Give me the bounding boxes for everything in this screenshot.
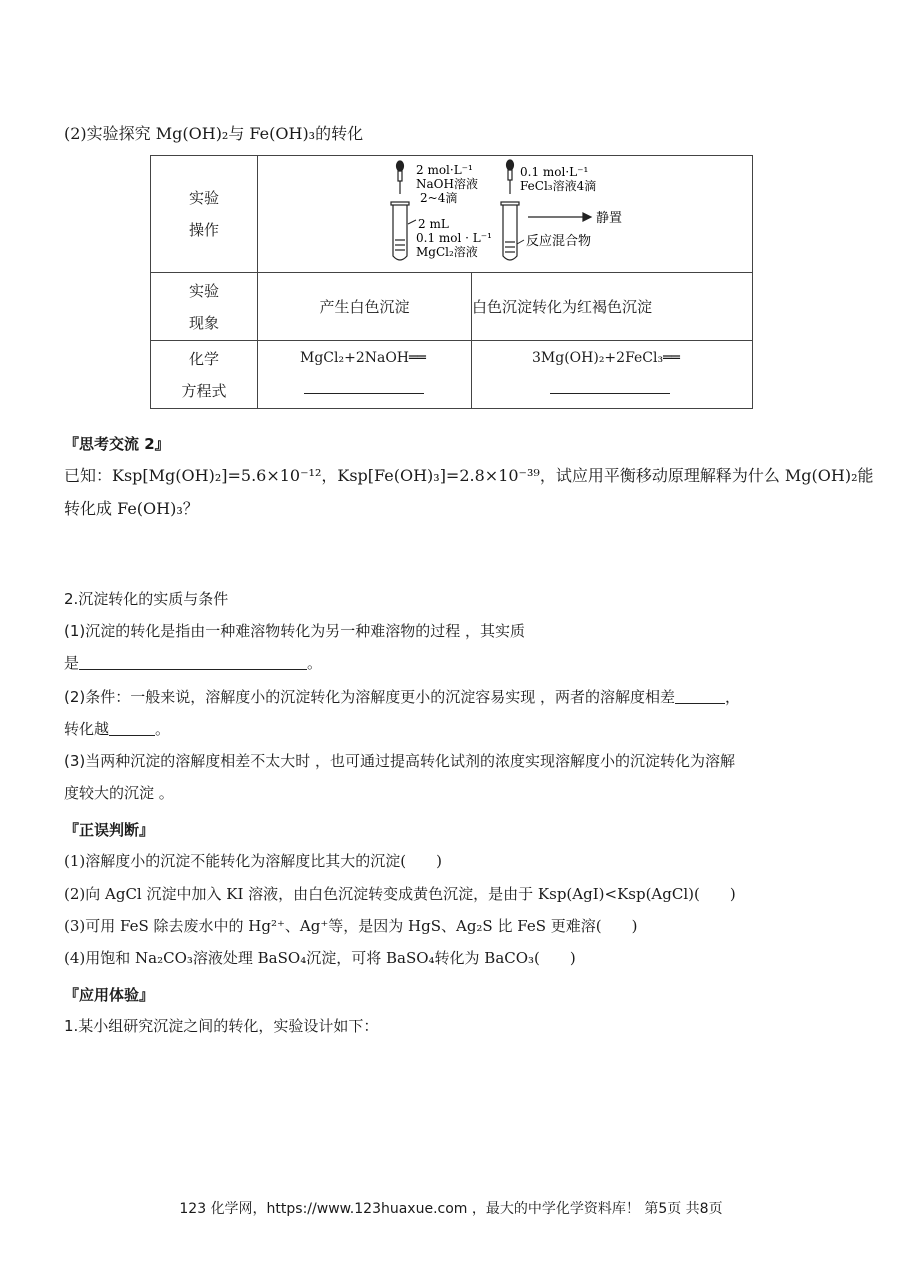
reagent2-concentration: 0.1 mol·L⁻¹ <box>520 165 589 179</box>
table-head-operation: 实验 操作 <box>151 156 258 273</box>
page-footer: 123 化学网，https://www.123huaxue.com ，最大的中学化学资料库！ 第5页 共8页 <box>179 1201 723 1217</box>
judge-item-1: (1)溶解度小的沉淀不能转化为溶解度比其大的沉淀( ) <box>64 852 442 870</box>
dropper-2-icon <box>507 160 514 194</box>
judge-item-3: (3)可用 FeS 除去废水中的 Hg²⁺、Ag⁺等，是因为 HgS、Ag₂S 比 FeS 更难溶( ) <box>64 917 638 935</box>
tube1-solution: MgCl₂溶液 <box>416 245 478 259</box>
essence-blank-3 <box>109 721 155 736</box>
judge-item-4: (4)用饱和 Na₂CO₃溶液处理 BaSO₄沉淀，可将 BaSO₄转化为 BaCO₃( ) <box>64 949 576 967</box>
essence-p3-a: (3)当两种沉淀的溶解度相差不太大时 ，也可通过提高转化试剂的浓度实现溶解度小的沉淀转化为溶解 <box>64 752 736 770</box>
equation-1-blank <box>304 393 424 394</box>
experiment-diagram <box>258 156 752 268</box>
essence-p2-a: (2)条件：一般来说，溶解度小的沉淀转化为溶解度更小的沉淀容易实现 ，两者的溶解度相差 ， <box>64 688 741 706</box>
phenomenon-1: 产生白色沉淀 <box>258 273 472 341</box>
table-head-phenomenon: 实验 现象 <box>151 273 258 341</box>
equation-1-cell <box>258 341 472 409</box>
essence-p1-a: (1)沉淀的转化是指由一种难溶物转化为另一种难溶物的过程 ，其实质 <box>64 622 526 640</box>
tube1-volume: 2 mL <box>418 217 449 231</box>
test-tube-2-icon <box>501 202 519 260</box>
reagent1-drops: 2~4滴 <box>420 191 458 205</box>
essence-p1-b: 是 。 <box>64 654 323 672</box>
dropper-1-icon <box>397 161 404 194</box>
tube1-concentration: 0.1 mol · L⁻¹ <box>416 231 492 245</box>
table-head-equation: 化学 方程式 <box>151 341 258 409</box>
essence-blank-2 <box>675 689 725 704</box>
reagent1-name: NaOH溶液 <box>416 177 478 191</box>
think-heading: 『思考交流 2』 <box>64 435 170 453</box>
judge-heading: 『正误判断』 <box>64 821 155 839</box>
think-line-1: 已知：Ksp[Mg(OH)₂]=5.6×10⁻¹²，Ksp[Fe(OH)₃]=2.8×10⁻³⁹，试应用平衡移动原理解释为什么 Mg(OH)₂能 <box>64 466 874 485</box>
reagent1-concentration: 2 mol·L⁻¹ <box>416 163 473 177</box>
essence-p3-b: 度较大的沉淀 。 <box>64 784 174 802</box>
section-title: (2)实验探究 Mg(OH)₂与 Fe(OH)₃的转化 <box>64 124 364 143</box>
test-tube-1-icon <box>391 202 409 260</box>
arrow-right-icon <box>528 213 591 221</box>
equation-2: 3Mg(OH)₂+2FeCl₃══ <box>532 349 680 366</box>
phenomenon-2: 白色沉淀转化为红褐色沉淀 <box>472 273 753 341</box>
arrow-label: 静置 <box>596 211 623 226</box>
essence-title: 2.沉淀转化的实质与条件 <box>64 590 229 608</box>
essence-p2-b: 转化越 。 <box>64 720 171 738</box>
equation-1: MgCl₂+2NaOH══ <box>300 349 426 366</box>
equation-2-blank <box>550 393 670 394</box>
apply-heading: 『应用体验』 <box>64 986 155 1004</box>
experiment-diagram-cell <box>258 156 753 273</box>
judge-item-2: (2)向 AgCl 沉淀中加入 KI 溶液，由白色沉淀转变成黄色沉淀，是由于 Ksp(AgI)<Ksp(AgCl)( ) <box>64 885 736 903</box>
think-line-2: 转化成 Fe(OH)₃？ <box>64 499 199 518</box>
essence-blank-1 <box>79 655 307 670</box>
experiment-table <box>150 155 753 409</box>
equation-2-cell <box>472 341 753 409</box>
apply-item-1: 1.某小组研究沉淀之间的转化，实验设计如下： <box>64 1017 379 1035</box>
result-label: 反应混合物 <box>526 234 592 249</box>
reagent2-name: FeCl₃溶液4滴 <box>520 179 597 193</box>
